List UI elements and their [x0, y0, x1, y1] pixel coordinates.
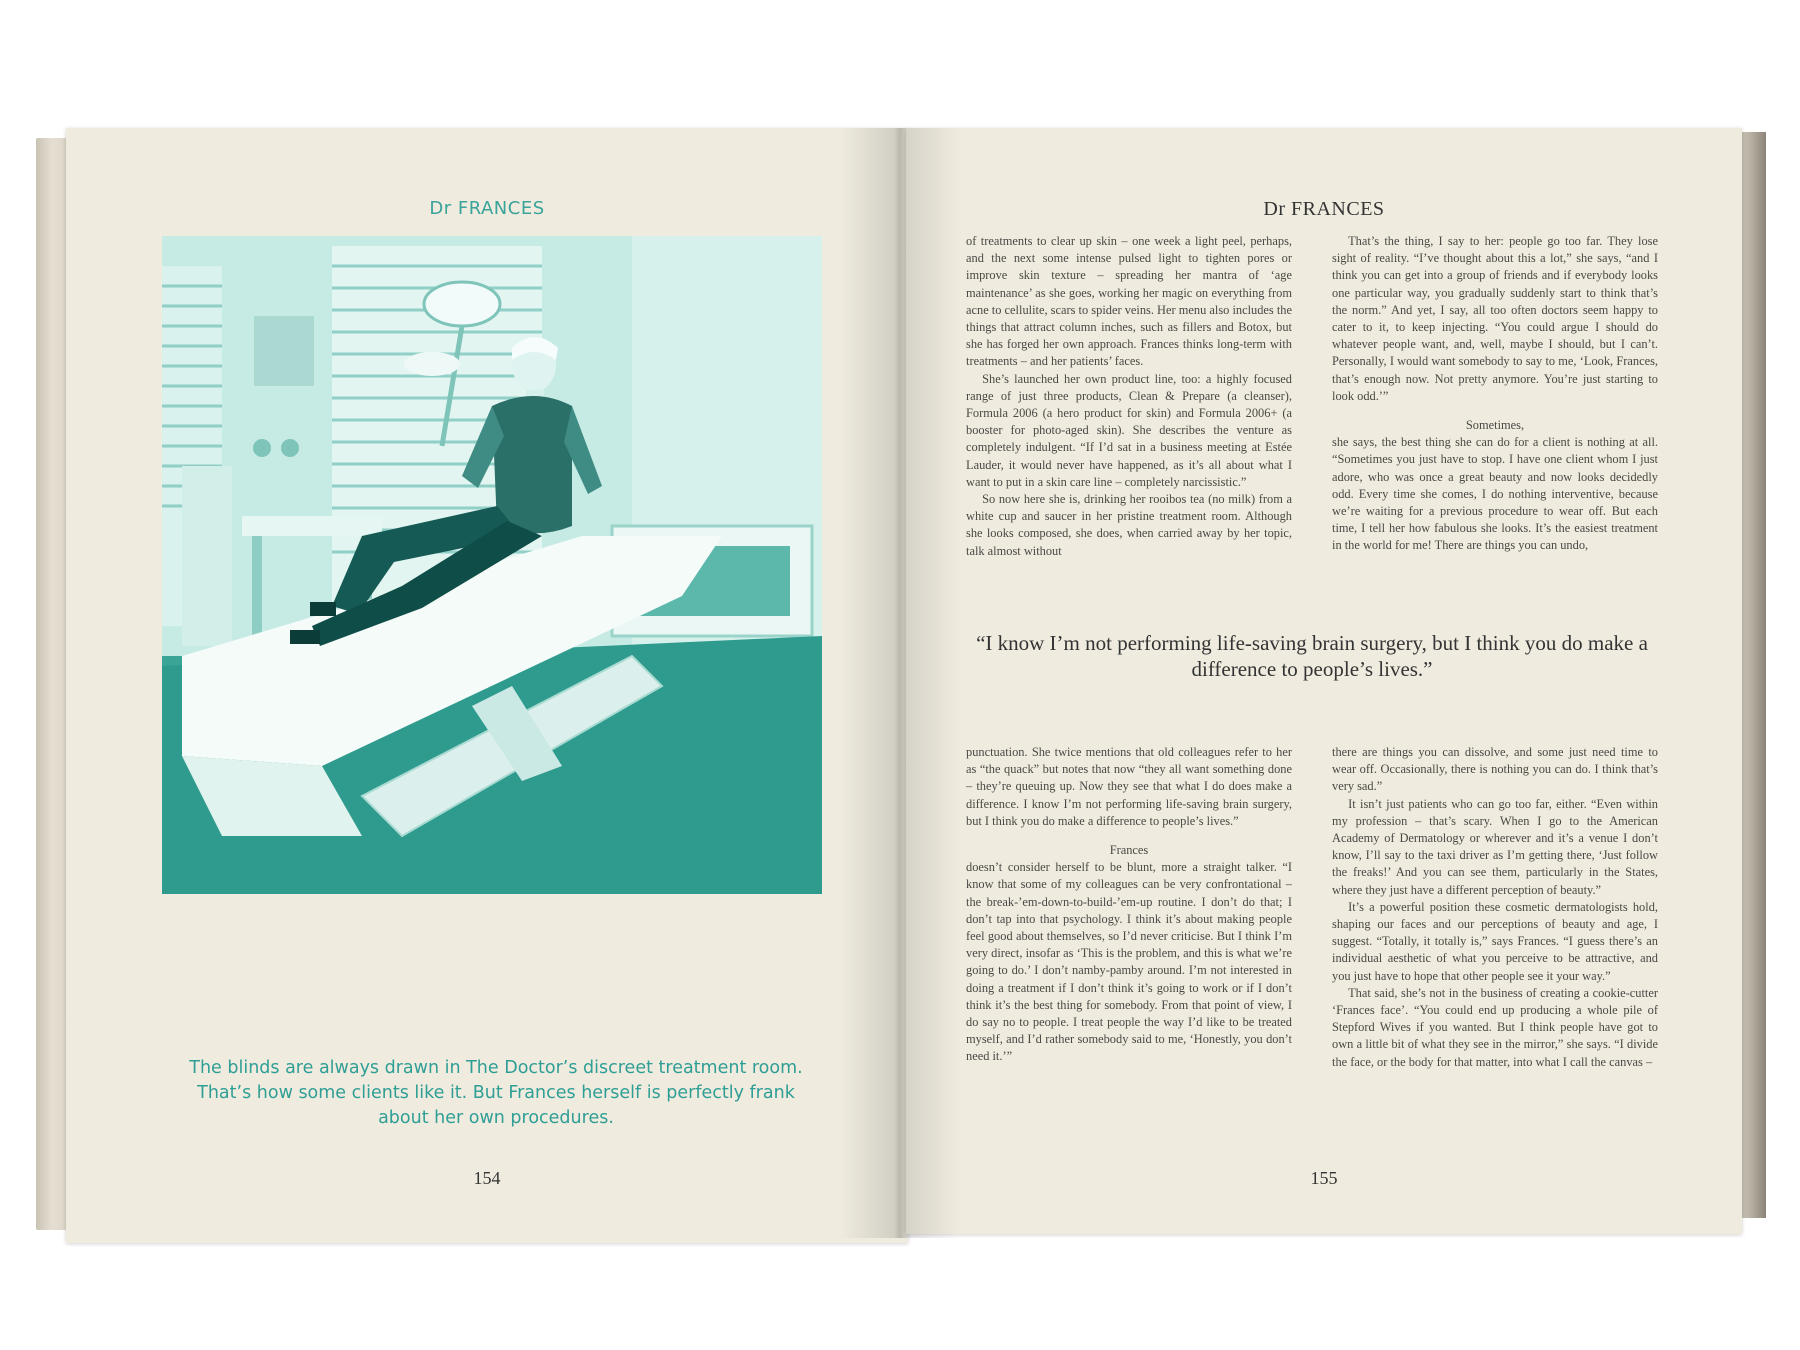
paragraph: It isn’t just patients who can go too far, either. “Even within my profession – that’s scary. When I go to the American Academy of Dermatology or wherever and it’s a venue I don’t know, I’ll say to the taxi driver as I’m getting there, ‘Just follow the freaks!’ And you can see them, particularly in the States, where they just have a different perception of beauty.”: [1332, 796, 1658, 897]
paragraph: She’s launched her own product line, too: a highly focused range of just three products, Clean & Prepare (a cleanser), Formula 2006 (a hero product for skin) and Formula 2006+ (a booster for photo-aged skin). She describes the venture as completely indulgent. “If I’d sat in a business meeting at Estée Lauder, it would never have happened, as it’s all about what I want to put in a skin care line – completely narcissistic.”: [966, 371, 1292, 489]
article-column-1: [966, 233, 1292, 560]
paragraph: That’s the thing, I say to her: people go too far. They lose sight of reality. “I’ve thought about this a lot,” she says, “and I think you can get into a group of friends and if everybody looks one particular way, you gradually suddenly start to think that’s the norm.” And yet, I say, all too often doctors seem happy to cater to it, to keep injecting. “You could argue I should do whatever people want, and, well, maybe I should, but I can’t. Personally, I would want somebody to say to me, ‘Look, Frances, that’s enough now. Not pretty anymore. You’re just starting to look odd.’”: [1332, 234, 1658, 403]
photo-caption: The blinds are always drawn in The Doctor’s discreet treatment room. That’s how some clients like it. But Frances herself is perfectly frank about her own procedures.: [189, 1058, 803, 1128]
article-column-4: [1332, 744, 1658, 1071]
paragraph: So now here she is, drinking her rooibos tea (no milk) from a white cup and saucer in her pristine treatment room. Although she looks composed, she does, when carried away by her topic, talk almost without: [966, 492, 1292, 558]
page-number-right: 155: [1310, 1168, 1338, 1188]
pull-quote: “I know I’m not performing life-saving brain surgery, but I think you do make a difference to people’s lives.”: [976, 631, 1648, 681]
paragraph: of treatments to clear up skin – one week a light peel, perhaps, and the next some intense pulsed light to tighten pores or improve skin texture – spreading her mantra of ‘age maintenance’ as she goes, working her magic on everything from acne to cellulite, scars to spider veins. Her menu also includes the things that attract column inches, such as fillers and Botox, but she has forged her own approach. Frances thinks long-term with treatments – and her patients’ faces.: [966, 234, 1292, 369]
subhead: Frances: [1109, 843, 1149, 858]
running-head-right: Dr FRANCES: [1263, 198, 1385, 220]
paragraph: It’s a powerful position these cosmetic dermatologists hold, shaping our faces and our perceptions of beauty and age, I suggest. “Totally, it totally is,” says Frances. “I guess there’s an individual aesthetic of what you perceive to be attractive, and you just have to hope that other people see it your way.”: [1332, 899, 1658, 983]
paragraph: punctuation. She twice mentions that old colleagues refer to her as “the quack” but notes that now “they all want something done – they’re queuing up. Now they see that what I do does make a difference. I know I’m not performing life-saving brain surgery, but I think you do make a difference to people’s lives.”: [966, 745, 1292, 828]
paragraph: she says, the best thing she can do for a client is nothing at all. “Sometimes you just have to stop. I have one client whom I just adore, who was once a great beauty and now looks decidedly odd. Every time she comes, I do nothing interventive, because we’re waiting for a previous procedure to wear off. But each time, I tell her how fabulous she looks. It’s the easiest treatment in the world for me! There are things you can undo,: [1332, 435, 1658, 553]
paragraph: doesn’t consider herself to be blunt, more a straight talker. “I know that some of my colleagues can be very confrontational – the break-’em-down-to-build-’em-up routine. I don’t do that; I don’t tap into that psychology. I think it’s about making people feel good about themselves, so I’d never criticise. But I think I’m very direct, insofar as ‘This is the problem, and this is what we’re going to do.’ I don’t namby-pamby around. I’m not interested in doing a treatment if I don’t think it’s going to work or if I don’t think it’s the best thing for somebody. From that point of view, I do say no to people. I treat people the way I’d like to be treated myself, and I’d rather somebody said to me, ‘Honestly, you don’t need it.’”: [966, 860, 1292, 1064]
paragraph: That said, she’s not in the business of creating a cookie-cutter ‘Frances face’. “You could end up producing a whole pile of Stepford Wives if you wanted. But I think people have got to own a little bit of what they see in the mirror,” she says. “I divide the face, or the body for that matter, into what I call the canvas –: [1332, 985, 1658, 1069]
right-page: [906, 128, 1742, 1234]
portrait-photo: [162, 236, 822, 894]
page-number-left: 154: [473, 1168, 501, 1188]
subhead: Sometimes,: [1465, 418, 1525, 433]
paragraph: there are things you can dissolve, and some just need time to wear off. Occasionally, there is nothing you can do. I think that’s very sad.”: [1332, 745, 1658, 794]
left-page: [66, 128, 908, 1243]
running-head: Dr FRANCES: [429, 198, 545, 219]
article-column-3: [966, 744, 1292, 1066]
treatment-room-photo: [162, 236, 822, 894]
article-column-2: [1332, 233, 1658, 555]
